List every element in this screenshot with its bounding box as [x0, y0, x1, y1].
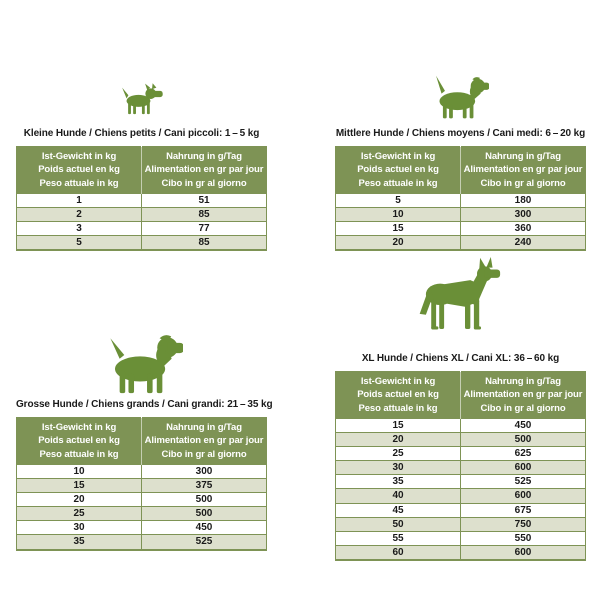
amount-cell: 450: [461, 419, 586, 433]
weight-cell: 30: [336, 461, 461, 475]
table-row: [17, 493, 267, 507]
amount-cell: 600: [461, 489, 586, 503]
medium-dogs-title: Mittlere Hunde / Chiens moyens / Cani medi: 6 – 20 kg: [335, 128, 586, 139]
table-row: [17, 535, 267, 550]
weight-cell: 20: [17, 493, 142, 507]
amount-cell: 450: [142, 521, 267, 535]
table-row: [336, 222, 586, 236]
amount-cell: 600: [461, 545, 586, 560]
weight-cell: 40: [336, 489, 461, 503]
amount-cell: 51: [142, 194, 267, 208]
food-column-header: Nahrung in g/Tag Alimentation en gr par jour Cibo in gr al giorno: [461, 147, 586, 194]
table-row: [17, 479, 267, 493]
weight-cell: 30: [17, 521, 142, 535]
table-row: [336, 419, 586, 433]
weight-cell: 15: [17, 479, 142, 493]
table-row: [336, 208, 586, 222]
weight-cell: 2: [17, 208, 142, 222]
amount-cell: 500: [142, 507, 267, 521]
amount-cell: 77: [142, 222, 267, 236]
weight-cell: 5: [17, 236, 142, 251]
small-dogs-table: [16, 146, 267, 251]
amount-cell: 85: [142, 208, 267, 222]
food-column-header: Nahrung in g/Tag Alimentation en gr par jour Cibo in gr al giorno: [142, 418, 267, 465]
weight-cell: 20: [336, 236, 461, 251]
weight-cell: 15: [336, 419, 461, 433]
amount-cell: 675: [461, 503, 586, 517]
amount-cell: 180: [461, 194, 586, 208]
food-column-header: Nahrung in g/Tag Alimentation en gr par jour Cibo in gr al giorno: [461, 372, 586, 419]
table-row: [336, 489, 586, 503]
large-dog-icon: [99, 329, 183, 394]
amount-cell: 300: [461, 208, 586, 222]
xl-dogs-title: XL Hunde / Chiens XL / Cani XL: 36 – 60 kg: [361, 353, 560, 364]
amount-cell: 625: [461, 447, 586, 461]
weight-column-header: Ist-Gewicht in kg Poids actuel en kg Peso attuale in kg: [17, 147, 142, 194]
amount-cell: 525: [142, 535, 267, 550]
table-row: [336, 236, 586, 251]
table-row: [336, 531, 586, 545]
weight-cell: 5: [336, 194, 461, 208]
xl-dog-icon: [412, 257, 502, 337]
medium-dogs-table: [335, 146, 586, 251]
table-row: [17, 521, 267, 535]
weight-cell: 25: [17, 507, 142, 521]
weight-cell: 35: [336, 475, 461, 489]
amount-cell: 360: [461, 222, 586, 236]
small-dog-icon: [119, 83, 163, 115]
table-row: [17, 465, 267, 479]
amount-cell: 300: [142, 465, 267, 479]
weight-cell: 15: [336, 222, 461, 236]
table-row: [17, 236, 267, 251]
weight-cell: 20: [336, 433, 461, 447]
table-row: [17, 194, 267, 208]
weight-cell: 45: [336, 503, 461, 517]
xl-dogs-table: [335, 371, 586, 561]
table-row: [17, 507, 267, 521]
table-row: [336, 194, 586, 208]
medium-dog-icon: [427, 71, 489, 119]
food-column-header: Nahrung in g/Tag Alimentation en gr par jour Cibo in gr al giorno: [142, 147, 267, 194]
table-row: [336, 461, 586, 475]
amount-cell: 85: [142, 236, 267, 251]
table-row: [17, 222, 267, 236]
weight-column-header: Ist-Gewicht in kg Poids actuel en kg Peso attuale in kg: [336, 372, 461, 419]
weight-cell: 3: [17, 222, 142, 236]
amount-cell: 500: [461, 433, 586, 447]
table-row: [336, 517, 586, 531]
large-dogs-title: Grosse Hunde / Chiens grands / Cani grandi: 21 – 35 kg: [16, 399, 273, 410]
amount-cell: 525: [461, 475, 586, 489]
amount-cell: 750: [461, 517, 586, 531]
table-row: [336, 433, 586, 447]
amount-cell: 600: [461, 461, 586, 475]
weight-cell: 25: [336, 447, 461, 461]
table-row: [336, 503, 586, 517]
amount-cell: 550: [461, 531, 586, 545]
weight-column-header: Ist-Gewicht in kg Poids actuel en kg Peso attuale in kg: [336, 147, 461, 194]
weight-column-header: Ist-Gewicht in kg Poids actuel en kg Peso attuale in kg: [17, 418, 142, 465]
table-row: [336, 447, 586, 461]
amount-cell: 500: [142, 493, 267, 507]
small-dogs-title: Kleine Hunde / Chiens petits / Cani piccoli: 1 – 5 kg: [23, 128, 260, 139]
table-row: [336, 545, 586, 560]
weight-cell: 60: [336, 545, 461, 560]
weight-cell: 35: [17, 535, 142, 550]
weight-cell: 10: [17, 465, 142, 479]
table-row: [17, 208, 267, 222]
amount-cell: 240: [461, 236, 586, 251]
weight-cell: 55: [336, 531, 461, 545]
table-row: [336, 475, 586, 489]
large-dogs-table: [16, 417, 267, 551]
weight-cell: 10: [336, 208, 461, 222]
amount-cell: 375: [142, 479, 267, 493]
weight-cell: 50: [336, 517, 461, 531]
weight-cell: 1: [17, 194, 142, 208]
